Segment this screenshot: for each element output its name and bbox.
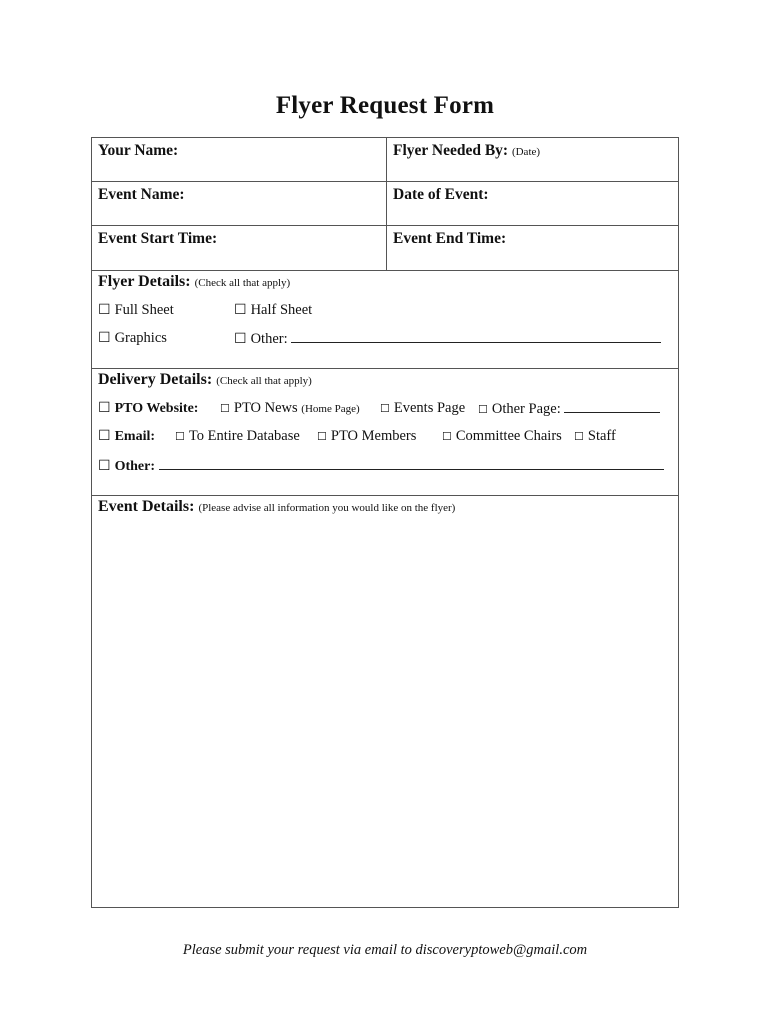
- event-end-time-cell[interactable]: [386, 226, 678, 270]
- committee-chairs-option[interactable]: [442, 428, 562, 445]
- delivery-details-hint: (Check all that apply): [216, 375, 312, 387]
- pto-news-label: PTO News: [233, 400, 298, 416]
- delivery-other-label: Other:: [114, 459, 155, 474]
- pto-website-option[interactable]: [98, 400, 198, 417]
- event-details-section[interactable]: [92, 496, 678, 907]
- pto-members-label: PTO Members: [330, 428, 417, 444]
- delivery-details-heading: [98, 371, 312, 389]
- pto-website-label: PTO Website:: [114, 401, 199, 416]
- half-sheet-checkbox[interactable]: ☐: [234, 303, 247, 318]
- graphics-checkbox[interactable]: ☐: [98, 331, 111, 346]
- flyer-needed-by-cell[interactable]: [386, 138, 678, 181]
- committee-chairs-checkbox[interactable]: ☐: [442, 431, 452, 443]
- delivery-other-option[interactable]: [98, 457, 664, 475]
- delivery-details-section: [92, 369, 678, 496]
- flyer-details-heading: [98, 273, 290, 291]
- event-name-cell[interactable]: [92, 182, 386, 225]
- delivery-other-checkbox[interactable]: ☐: [98, 459, 111, 474]
- pto-website-checkbox[interactable]: ☐: [98, 401, 111, 416]
- flyer-details-hint: (Check all that apply): [194, 277, 291, 289]
- your-name-label: Your Name:: [98, 142, 179, 159]
- events-page-checkbox[interactable]: ☐: [380, 403, 390, 415]
- half-sheet-option[interactable]: [234, 302, 312, 319]
- half-sheet-label: Half Sheet: [250, 302, 313, 318]
- event-start-time-label: Event Start Time:: [98, 230, 218, 247]
- delivery-other-blank[interactable]: [159, 457, 664, 470]
- submission-note: Please submit your request via email to discoveryptoweb@gmail.com: [182, 942, 588, 958]
- event-details-heading: [98, 498, 455, 516]
- page-title: Flyer Request Form: [275, 92, 495, 119]
- events-page-label: Events Page: [393, 400, 466, 416]
- flyer-other-blank[interactable]: [291, 330, 661, 343]
- flyer-needed-by-hint: (Date): [511, 146, 541, 158]
- pto-members-checkbox[interactable]: ☐: [317, 431, 327, 443]
- email-option[interactable]: [98, 428, 155, 445]
- flyer-other-option[interactable]: [234, 330, 661, 348]
- flyer-other-label: Other:: [250, 331, 288, 347]
- staff-label: Staff: [587, 428, 616, 444]
- pto-news-hint: (Home Page): [301, 403, 360, 415]
- event-details-hint: (Please advise all information you would like on the flyer): [198, 502, 456, 514]
- flyer-needed-by-text: Flyer Needed By:: [393, 142, 509, 159]
- staff-option[interactable]: [574, 428, 616, 445]
- delivery-details-title: Delivery Details:: [98, 371, 213, 388]
- email-checkbox[interactable]: ☐: [98, 429, 111, 444]
- date-of-event-label: Date of Event:: [393, 186, 489, 203]
- flyer-other-checkbox[interactable]: ☐: [234, 332, 247, 347]
- full-sheet-label: Full Sheet: [114, 302, 174, 318]
- event-end-time-label: Event End Time:: [393, 230, 507, 247]
- flyer-request-form: [91, 137, 679, 908]
- row-event-name-date: [92, 182, 678, 226]
- your-name-cell[interactable]: [92, 138, 386, 181]
- row-name-needed-by: [92, 138, 678, 182]
- event-name-label: Event Name:: [98, 186, 185, 203]
- flyer-details-section: [92, 271, 678, 369]
- staff-checkbox[interactable]: ☐: [574, 431, 584, 443]
- graphics-option[interactable]: [98, 330, 167, 347]
- entire-database-option[interactable]: [175, 428, 300, 445]
- flyer-details-title: Flyer Details:: [98, 273, 191, 290]
- pto-news-option[interactable]: [220, 400, 360, 417]
- committee-chairs-label: Committee Chairs: [455, 428, 562, 444]
- other-page-blank[interactable]: [564, 400, 660, 413]
- event-start-time-cell[interactable]: [92, 226, 386, 270]
- other-page-label: Other Page:: [491, 401, 561, 417]
- entire-database-label: To Entire Database: [188, 428, 300, 444]
- flyer-needed-by-label: [393, 142, 540, 160]
- row-start-end-time: [92, 226, 678, 271]
- other-page-checkbox[interactable]: ☐: [478, 404, 488, 416]
- pto-news-checkbox[interactable]: ☐: [220, 403, 230, 415]
- full-sheet-checkbox[interactable]: ☐: [98, 303, 111, 318]
- date-of-event-cell[interactable]: [386, 182, 678, 225]
- entire-database-checkbox[interactable]: ☐: [175, 431, 185, 443]
- graphics-label: Graphics: [114, 330, 167, 346]
- other-page-option[interactable]: [478, 400, 660, 418]
- event-details-title: Event Details:: [98, 498, 195, 515]
- events-page-option[interactable]: [380, 400, 465, 417]
- email-label: Email:: [114, 429, 156, 444]
- full-sheet-option[interactable]: [98, 302, 174, 319]
- pto-members-option[interactable]: [317, 428, 416, 445]
